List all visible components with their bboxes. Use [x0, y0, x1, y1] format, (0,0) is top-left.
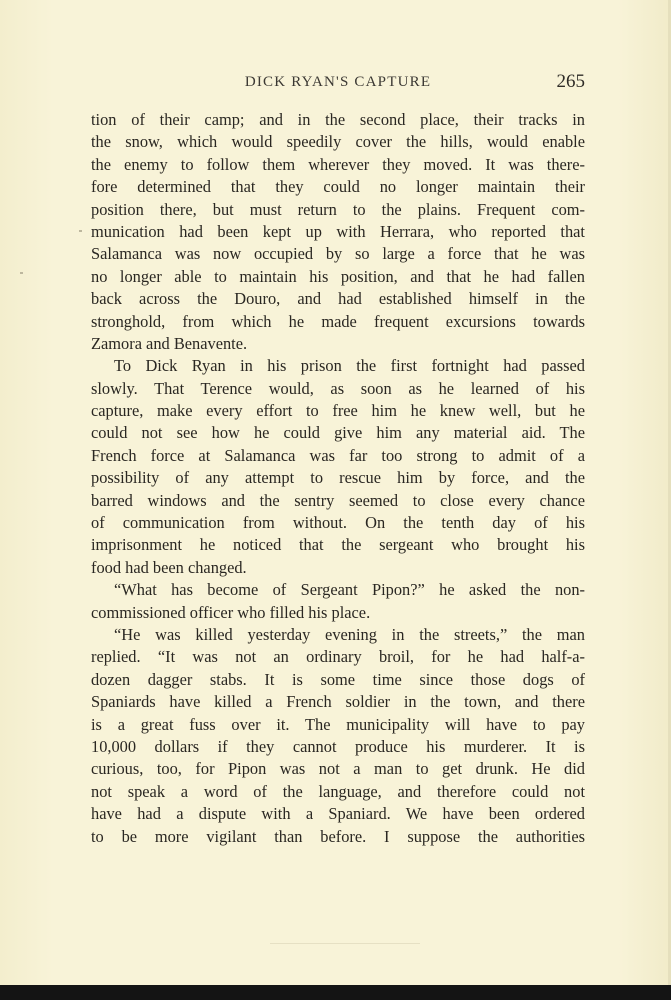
text-line: Spaniards have killed a French soldier in the town, and there: [91, 692, 585, 712]
text-line: not speak a word of the language, and therefore could not: [91, 781, 585, 801]
text-line: the snow, which would speedily cover the hills, would enable: [91, 132, 585, 152]
text-line: is a great fuss over it. The municipality will have to pay: [91, 714, 585, 734]
page-number: 265: [556, 71, 585, 92]
text-line: barred windows and the sentry seemed to close every chance: [91, 490, 585, 510]
text-line: back across the Douro, and had established himself in the: [91, 289, 585, 309]
text-line: munication had been kept up with Herrara, who reported that: [91, 221, 585, 241]
text-line: the enemy to follow them wherever they moved. It was there-: [91, 154, 585, 174]
text-line: 10,000 dollars if they cannot produce his murderer. It is: [91, 736, 585, 756]
text-line: dozen dagger stabs. It is some time since those dogs of: [91, 669, 585, 689]
text-line: commissioned officer who filled his place.: [91, 602, 371, 622]
text-line: Salamanca was now occupied by so large a force that he was: [91, 244, 585, 264]
text-line: “He was killed yesterday evening in the streets,” the man: [114, 624, 585, 644]
text-line: tion of their camp; and in the second place, their tracks in: [91, 110, 585, 129]
text-line: replied. “It was not an ordinary broil, for he had half-a-: [91, 647, 585, 667]
text-line: Zamora and Benavente.: [91, 333, 248, 353]
scan-speck: [20, 272, 23, 274]
text-line: food had been changed.: [91, 557, 247, 577]
text-line: curious, too, for Pipon was not a man to get drunk. He did: [91, 759, 585, 779]
text-line: fore determined that they could no longer maintain their: [91, 177, 585, 197]
running-head: DICK RYAN'S CAPTURE: [244, 74, 432, 90]
scan-speck: [79, 230, 82, 232]
text-line: possibility of any attempt to rescue him by force, and the: [91, 468, 585, 488]
text-line: “What has become of Sergeant Pipon?” he asked the non-: [114, 580, 585, 600]
text-line: stronghold, from which he made frequent excursions towards: [91, 311, 585, 331]
text-line: of communication from without. On the tenth day of his: [91, 513, 585, 533]
text-line: slowly. That Terence would, as soon as he learned of his: [91, 378, 585, 398]
text-line: to be more vigilant than before. I suppose the authorities: [91, 826, 585, 846]
text-line: could not see how he could give him any material aid. The: [91, 423, 585, 443]
text-line: imprisonment he noticed that the sergeant who brought his: [91, 535, 585, 555]
text-line: position there, but must return to the plains. Frequent com-: [91, 199, 585, 219]
scan-bottom-border: [0, 985, 671, 1000]
body-text: [91, 109, 585, 848]
text-line: have had a dispute with a Spaniard. We have been ordered: [91, 804, 585, 824]
text-line: no longer able to maintain his position, and that he had fallen: [91, 266, 585, 286]
text-line: French force at Salamanca was far too strong to admit of a: [91, 445, 585, 465]
text-line: To Dick Ryan in his prison the first fortnight had passed: [114, 356, 585, 376]
text-line: capture, make every effort to free him he knew well, but he: [91, 401, 585, 421]
scan-shadow-line: [270, 943, 420, 944]
page-header: [91, 71, 585, 95]
